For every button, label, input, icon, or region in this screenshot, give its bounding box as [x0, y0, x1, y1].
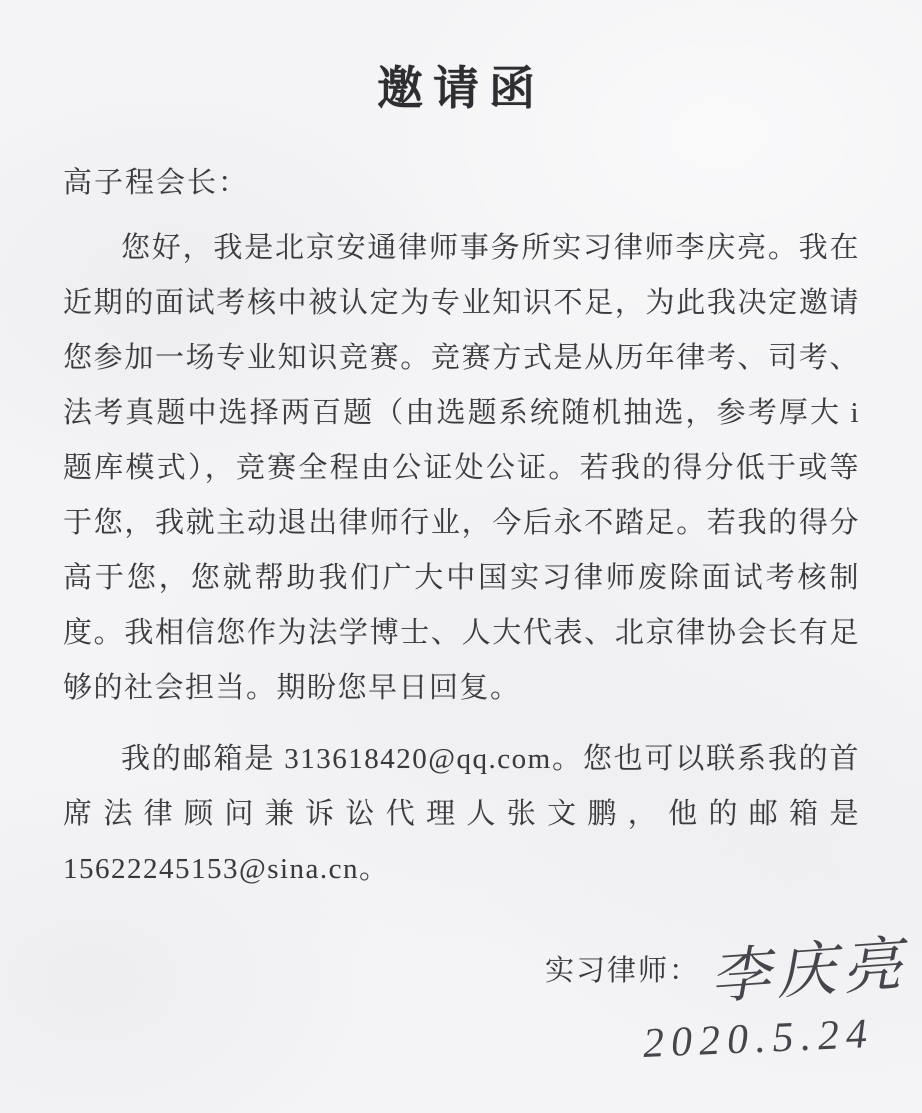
date-row	[0, 1010, 875, 1068]
date-handwritten: 2020.5.24	[642, 1010, 875, 1068]
signature-name-handwritten: 李庆亮	[707, 931, 911, 1011]
signature-row	[0, 931, 911, 1011]
body-paragraph-2: 我的邮箱是 313618420@qq.com。您也可以联系我的首席法律顾问兼诉讼代理人张文鹏，他的邮箱是 15622245153@sina.cn。	[63, 743, 860, 885]
body-paragraph-1: 您好，我是北京安通律师事务所实习律师李庆亮。我在近期的面试考核中被认定为专业知识不足，为此我决定邀请您参加一场专业知识竞赛。竞赛方式是从历年律考、司考、法考真题中选择两百题（由选题系统随机抽选，参考厚大 i 题库模式），竞赛全程由公证处公证。若我的得分低于或等于您，我就主动退出律师行业，今后永不踏足。若我的得分高于您，您就帮助我们广大中国实习律师废除面试考核制度。我相信您作为法学博士、人大代表、北京律协会长有足够的社会担当。期盼您早日回复。	[63, 232, 860, 704]
letter-body	[63, 160, 860, 897]
signature-label: 实习律师：	[544, 954, 700, 987]
salutation: 高子程会长：	[63, 167, 250, 199]
letter-title: 邀请函	[377, 63, 545, 114]
